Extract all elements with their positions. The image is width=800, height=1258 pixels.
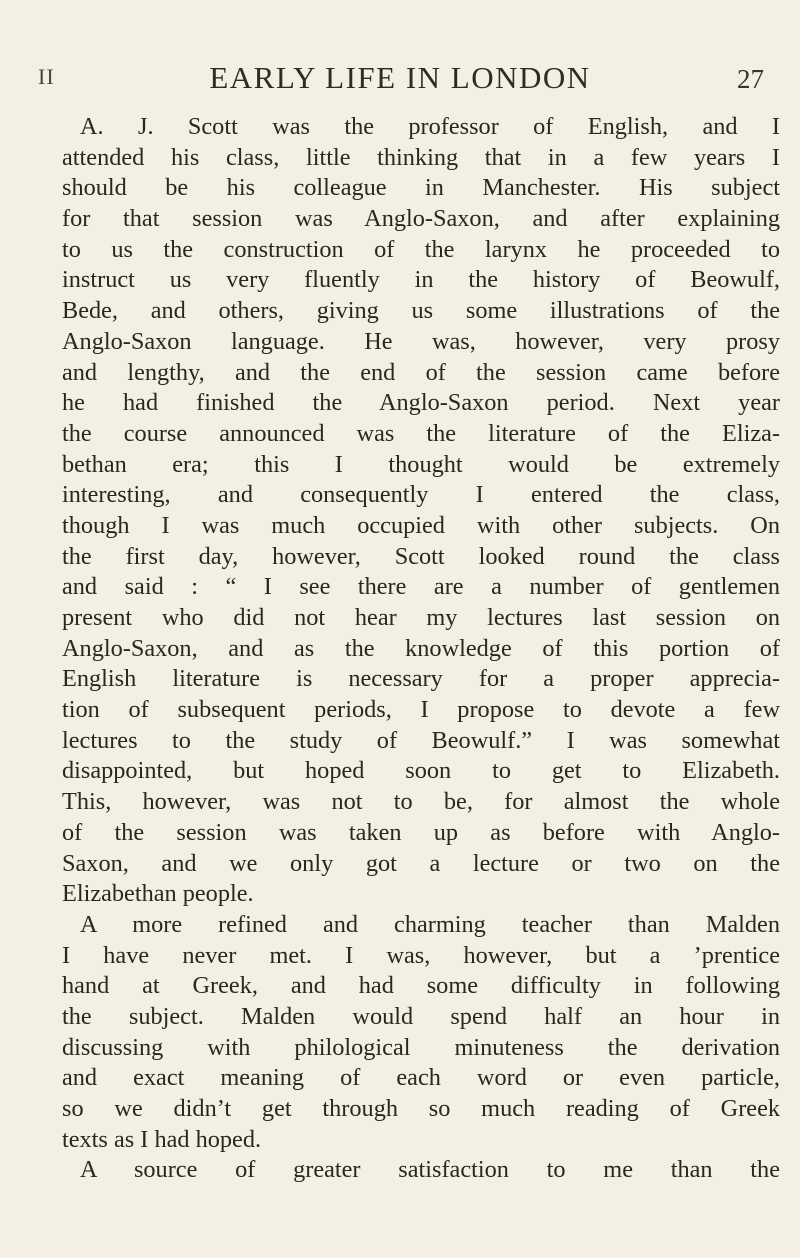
text-line: English literature is necessary for a proper apprecia- bbox=[62, 665, 780, 693]
body-text bbox=[62, 112, 780, 1186]
text-line: A source of greater satisfaction to me than the bbox=[80, 1156, 780, 1184]
text-line: lectures to the study of Beowulf.” I was somewhat bbox=[62, 726, 780, 754]
text-line: should be his colleague in Manchester. His subject bbox=[62, 174, 780, 202]
running-head bbox=[0, 60, 800, 94]
text-line: interesting, and consequently I entered the class, bbox=[62, 481, 780, 509]
text-line: present who did not hear my lectures last session on bbox=[62, 604, 780, 631]
text-line: for that session was Anglo-Saxon, and after explaining bbox=[62, 205, 780, 233]
text-line: the subject. Malden would spend half an hour in bbox=[62, 1002, 780, 1030]
page-number: 27 bbox=[737, 64, 764, 94]
text-line: I have never met. I was, however, but a ’prentice bbox=[62, 941, 780, 969]
text-line: though I was much occupied with other subjects. On bbox=[62, 511, 780, 539]
text-line: the course announced was the literature of the Eliza- bbox=[62, 419, 780, 447]
text-line: disappointed, but hoped soon to get to Elizabeth. bbox=[62, 757, 780, 785]
text-line: the first day, however, Scott looked round the class bbox=[62, 542, 780, 570]
text-line: texts as I had hoped. bbox=[62, 1125, 262, 1153]
text-line: and exact meaning of each word or even particle, bbox=[62, 1064, 780, 1092]
text-line: bethan era; this I thought would be extremely bbox=[62, 450, 780, 478]
text-line: A more refined and charming teacher than Malden bbox=[80, 910, 780, 938]
text-line: and said : “ I see there are a number of gentlemen bbox=[62, 573, 780, 601]
text-line: to us the construction of the larynx he proceeded to bbox=[62, 235, 780, 263]
text-line: Bede, and others, giving us some illustrations of the bbox=[62, 297, 780, 325]
text-line: he had finished the Anglo-Saxon period. Next year bbox=[62, 389, 780, 417]
text-line: so we didn’t get through so much reading of Greek bbox=[62, 1095, 780, 1122]
text-line: A. J. Scott was the professor of English, and I bbox=[80, 113, 780, 140]
text-line: Anglo-Saxon, and as the knowledge of this portion of bbox=[62, 634, 780, 662]
text-line: This, however, was not to be, for almost the whole bbox=[62, 788, 780, 816]
text-line: of the session was taken up as before with Anglo- bbox=[62, 818, 780, 846]
running-title: EARLY LIFE IN LONDON bbox=[209, 60, 591, 95]
text-line: attended his class, little thinking that in a few years I bbox=[62, 143, 780, 171]
text-line: Saxon, and we only got a lecture or two on the bbox=[62, 849, 780, 877]
text-line: discussing with philological minuteness the derivation bbox=[62, 1033, 780, 1061]
text-line: Elizabethan people. bbox=[62, 880, 254, 908]
text-line: instruct us very fluently in the history of Beowulf, bbox=[62, 266, 780, 294]
text-line: tion of subsequent periods, I propose to devote a few bbox=[62, 696, 780, 724]
text-line: and lengthy, and the end of the session came before bbox=[62, 358, 780, 386]
chapter-number: II bbox=[38, 64, 55, 89]
text-line: Anglo-Saxon language. He was, however, very prosy bbox=[62, 327, 780, 355]
text-line: hand at Greek, and had some difficulty in following bbox=[62, 972, 780, 1000]
